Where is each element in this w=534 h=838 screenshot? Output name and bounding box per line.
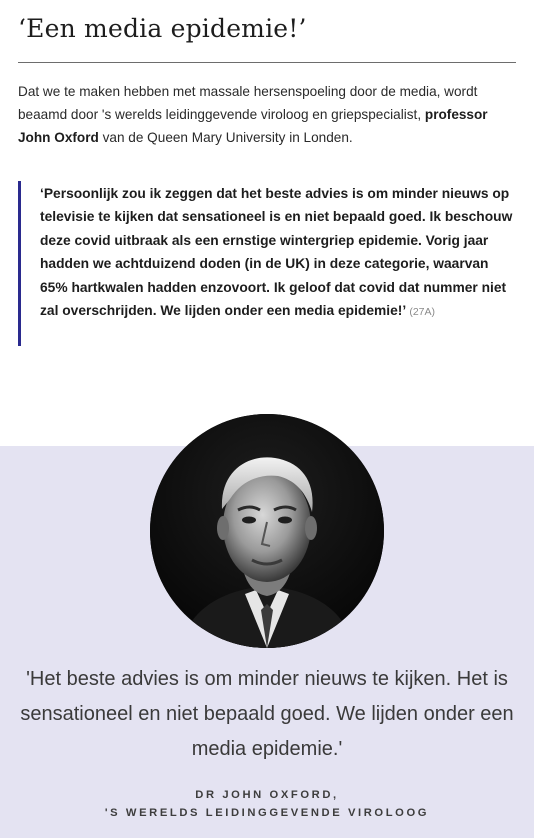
quote-reference[interactable]: (27A)	[409, 306, 436, 319]
blockquote-text	[40, 182, 515, 324]
blockquote	[18, 181, 516, 346]
attribution	[20, 786, 514, 822]
portrait-photo	[150, 414, 384, 648]
title-divider	[18, 62, 516, 63]
intro-bold-name: professor John Oxford	[18, 107, 488, 145]
intro-tail: van de Queen Mary University in Londen.	[98, 130, 353, 145]
attribution-name: DR JOHN OXFORD,	[195, 789, 339, 801]
intro-paragraph	[18, 80, 518, 149]
pull-quote: 'Het beste advies is om minder nieuws te kijken. Het is sensationeel en niet bepaald goed. We lijden onder een media epidemie.'	[20, 668, 514, 760]
attribution-role: 'S WERELDS LEIDINGGEVENDE VIROLOOG	[104, 807, 430, 819]
article-title: ‘Een media epidemie!’	[18, 14, 307, 43]
quote-body: ‘Persoonlijk zou ik zeggen dat het beste advies is om minder nieuws op televisie te kijken dat sensationeel is en niet bepaald goed. Ik beschouw deze covid uitbraak als een ernstige wintergriep epidemie. Vorig jaar hadden we achtduizend doden (in de UK) in deze categorie, waarvan 65% hartkwalen hadden enzovoort. Ik geloof dat covid dat nummer niet zal overschrijden. We lijden onder een media epidemie!’	[40, 186, 513, 319]
intro-text: Dat we te maken hebben met massale hersenspoeling door de media, wordt beaamd door 's werelds leidinggevende viroloog en griepspecialist,	[18, 84, 478, 122]
